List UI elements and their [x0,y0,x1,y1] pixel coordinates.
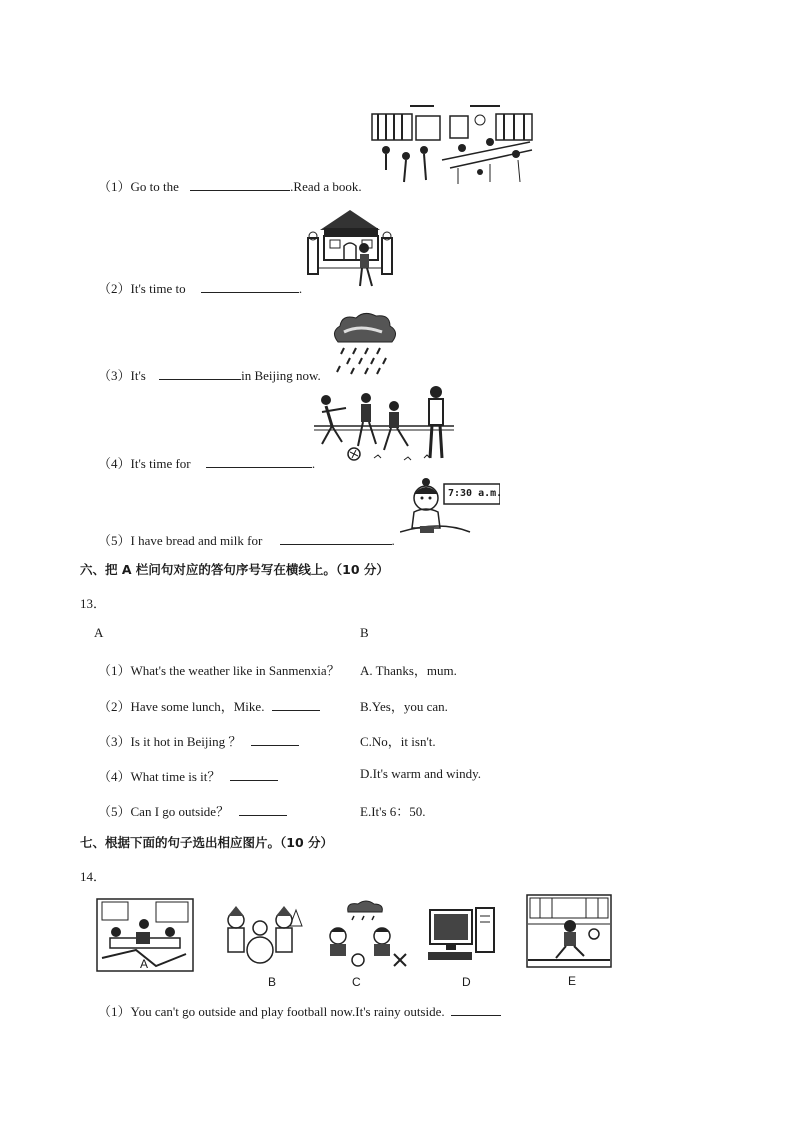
answer-blank[interactable] [272,698,320,711]
section-6-heading: 六、把 A 栏问句对应的答句序号写在横线上。（10 分） [80,562,389,577]
picture-d-computer [428,906,498,964]
section-7-heading: 七、根据下面的句子选出相应图片。（10 分） [80,835,333,850]
item-2 [98,278,302,297]
item-4 [98,453,315,472]
answer-blank[interactable] [251,733,299,746]
answer-blank[interactable] [159,367,241,380]
answer-blank[interactable] [239,803,287,816]
school-picture [306,208,394,288]
picture-label-d: D [462,975,471,989]
library-picture [370,102,536,186]
answer-blank[interactable] [280,532,392,545]
question-text: （1）You can't go outside and play football now.It's rainy outside. [98,1004,445,1019]
item-text-pre: Go to the [130,179,179,194]
match-answer-e: E.It's 6：50. [360,804,426,819]
item-number: （3） [98,368,131,383]
item-number: （4） [98,456,131,471]
match-answer-d: D.It's warm and windy. [360,766,482,781]
picture-label-a: A [140,957,149,971]
question-14-number: 14． [80,869,107,884]
item-text-post: .Read a book. [290,179,362,194]
picture-label-b: B [268,975,277,989]
column-a-label: A [94,625,104,640]
question-text: （5）Can I go outside？ [98,804,230,819]
question-14-item-1 [98,1001,501,1020]
match-answer-c: C.No，it isn't. [360,734,436,749]
clock-text: 7:30 a.m. [448,488,503,499]
question-text: （3）Is it hot in Beijing ？ [98,734,242,749]
question-text: （4）What time is it？ [98,769,221,784]
answer-blank[interactable] [230,768,278,781]
match-question-3 [98,731,299,750]
question-text: （2）Have some lunch，Mike. [98,699,265,714]
answer-blank[interactable] [190,178,290,191]
item-text-pre: It's time to [130,281,186,296]
picture-b-snow [220,904,304,970]
item-3 [98,365,321,384]
answer-blank[interactable] [201,280,299,293]
picture-c-no-football [318,898,410,970]
match-question-2 [98,696,320,715]
column-b-label: B [360,625,369,640]
rain-cloud-picture [330,310,400,376]
item-number: （1） [98,179,131,194]
question-13-number: 13． [80,596,107,611]
item-text-post: . [391,533,395,548]
match-question-5 [98,801,287,820]
item-number: （2） [98,281,131,296]
item-text-pre: I have bread and milk for [130,533,263,548]
item-text-pre: It's [130,368,146,383]
breakfast-picture [400,476,503,542]
item-text-post: . [298,281,303,296]
item-5 [98,530,395,549]
item-text-post: in Beijing now. [241,368,321,383]
match-question-1: （1）What's the weather like in Sanmenxia？ [98,663,340,678]
item-text-pre: It's time for [130,456,191,471]
pe-class-picture [314,386,458,464]
match-question-4 [98,766,278,785]
picture-label-c: C [352,975,361,989]
item-number: （5） [98,533,131,548]
match-answer-a: A. Thanks，mum. [360,663,457,678]
picture-e-playground [526,894,612,968]
item-text-post: . [311,456,316,471]
match-answer-b: B.Yes，you can. [360,699,448,714]
item-1 [98,176,362,195]
answer-blank[interactable] [206,455,312,468]
picture-label-e: E [568,974,577,988]
answer-blank[interactable] [451,1003,501,1016]
